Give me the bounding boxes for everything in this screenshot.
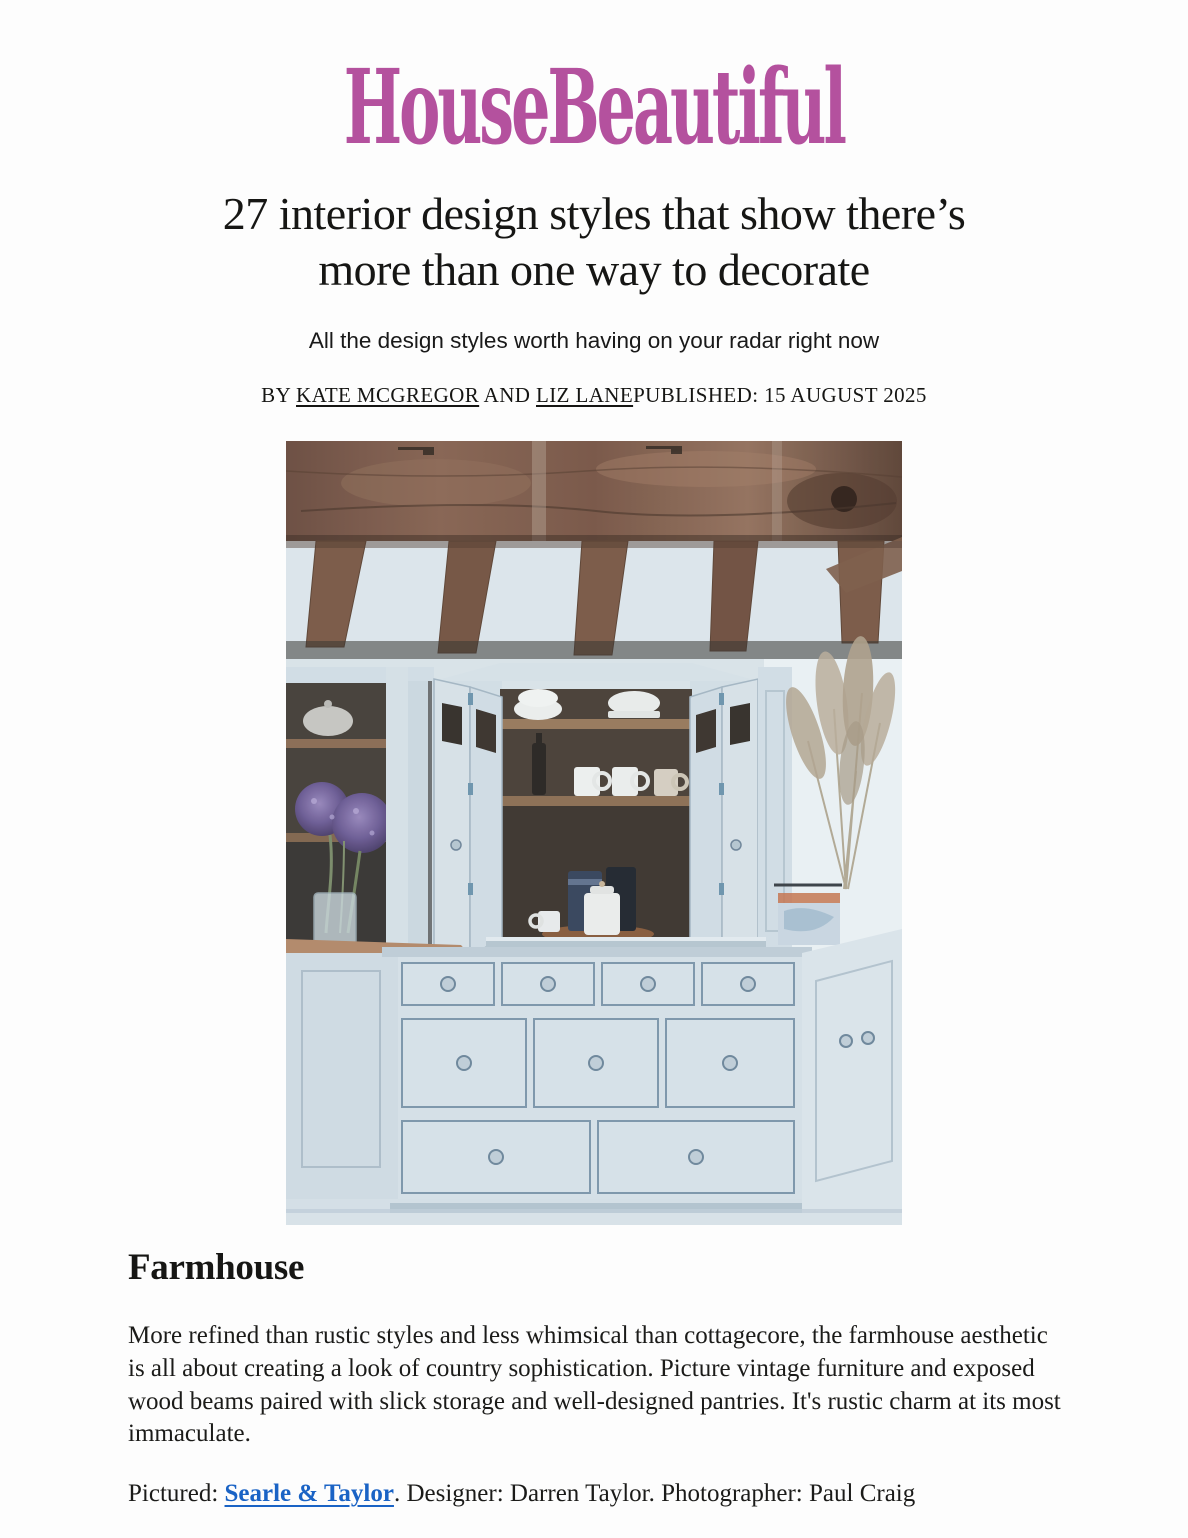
section-body: More refined than rustic styles and less whimsical than cottagecore, the farmhouse aesthetic is all about creating a look of country sophistication. Picture vintage furniture and exposed wood beams paired with slick storage and well-designed pantries. It's rustic charm at its most immaculate. bbox=[128, 1322, 1061, 1448]
article-title-line2: more than one way to decorate bbox=[318, 244, 870, 296]
article-title bbox=[0, 186, 1188, 298]
article-subtitle: All the design styles worth having on your radar right now bbox=[308, 328, 880, 354]
article-photo-container bbox=[286, 441, 902, 1225]
author-link-kate-mcgregor[interactable]: KATE MCGREGOR bbox=[296, 383, 480, 408]
byline-connector: AND bbox=[479, 383, 536, 408]
housebeautiful-logo: HouseBeautiful bbox=[343, 47, 845, 168]
credit-prefix: Pictured: bbox=[128, 1480, 225, 1508]
article-title-line1: 27 interior design styles that show there’s bbox=[222, 188, 966, 239]
article-photo bbox=[286, 441, 902, 1225]
published-date: PUBLISHED: 15 AUGUST 2025 bbox=[633, 383, 927, 408]
credit-suffix: . Designer: Darren Taylor. Photographer: Paul Craig bbox=[393, 1480, 916, 1508]
section-heading: Farmhouse bbox=[128, 1247, 305, 1289]
photo-credit bbox=[128, 1480, 1068, 1508]
searle-taylor-link[interactable]: Searle & Taylor bbox=[224, 1480, 394, 1508]
author-link-liz-lane[interactable]: LIZ LANE bbox=[536, 383, 634, 408]
farmhouse-section bbox=[128, 1246, 1068, 1508]
byline bbox=[0, 383, 1188, 408]
masthead bbox=[0, 0, 1188, 172]
byline-prefix: BY bbox=[261, 383, 297, 408]
